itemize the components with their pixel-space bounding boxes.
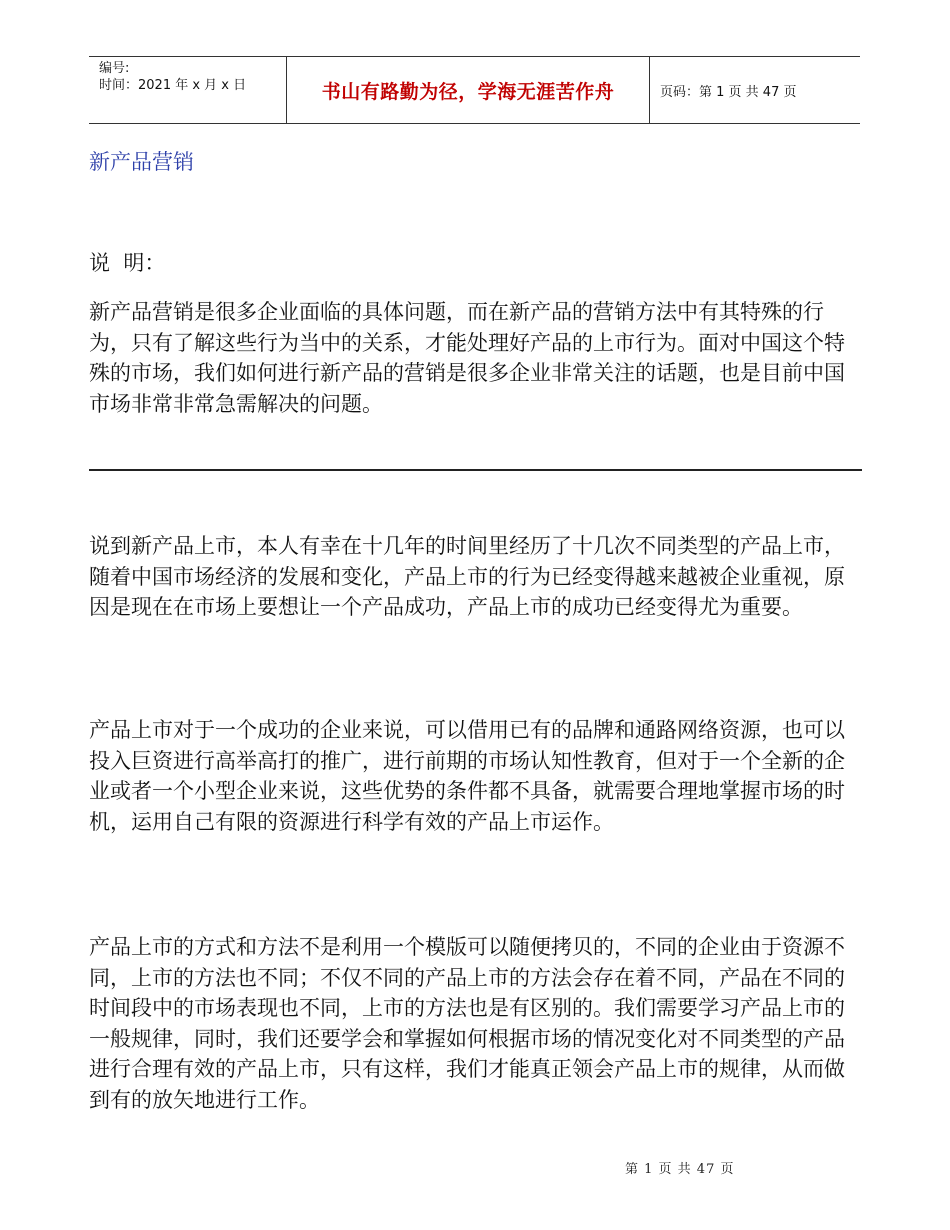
motto-text: 书山有路勤为径，学海无涯苦作舟 — [321, 80, 615, 103]
body-paragraph-1: 说到新产品上市，本人有幸在十几年的时间里经历了十几次不同类型的产品上市，随着中国市场经济的发展和变化，产品上市的行为已经变得越来越被企业重视，原因是现在在市场上要想让一个产品成功，产品上市的成功已经变得尤为重要。 — [89, 534, 845, 619]
section-label: 说 明： — [89, 251, 166, 275]
intro-paragraph: 新产品营销是很多企业面临的具体问题，而在新产品的营销方法中有其特殊的行为，只有了解这些行为当中的关系，才能处理好产品的上市行为。面对中国这个特殊的市场，我们如何进行新产品的营销是很多企业非常关注的话题，也是目前中国市场非常非常急需解决的问题。 — [89, 300, 845, 416]
time-label: 时间：2021 年 x 月 x 日 — [99, 78, 247, 93]
divider — [89, 469, 862, 471]
header-page-info — [650, 57, 860, 123]
page-footer: 第 1 页 共 47 页 — [625, 1162, 735, 1177]
header-motto — [287, 57, 650, 123]
number-label: 编号: — [99, 61, 130, 76]
document-title: 新产品营销 — [89, 150, 194, 174]
body-paragraph-3: 产品上市的方式和方法不是利用一个模版可以随便拷贝的，不同的企业由于资源不同，上市的方法也不同；不仅不同的产品上市的方法会存在着不同，产品在不同的时间段中的市场表现也不同，上市的方法也是有区别的。我们需要学习产品上市的一般规律，同时，我们还要学会和掌握如何根据市场的情况变化对不同类型的产品进行合理有效的产品上市，只有这样，我们才能真正领会产品上市的规律，从而做到有的放矢地进行工作。 — [89, 935, 845, 1112]
page-info-text: 页码：第 1 页 共 47 页 — [660, 84, 797, 100]
header-meta — [89, 57, 287, 123]
body-paragraph-2: 产品上市对于一个成功的企业来说，可以借用已有的品牌和通路网络资源，也可以投入巨资进行高举高打的推广，进行前期的市场认知性教育，但对于一个全新的企业或者一个小型企业来说，这些优势的条件都不具备，就需要合理地掌握市场的时机，运用自己有限的资源进行科学有效的产品上市运作。 — [89, 718, 845, 834]
page-header — [89, 56, 860, 124]
